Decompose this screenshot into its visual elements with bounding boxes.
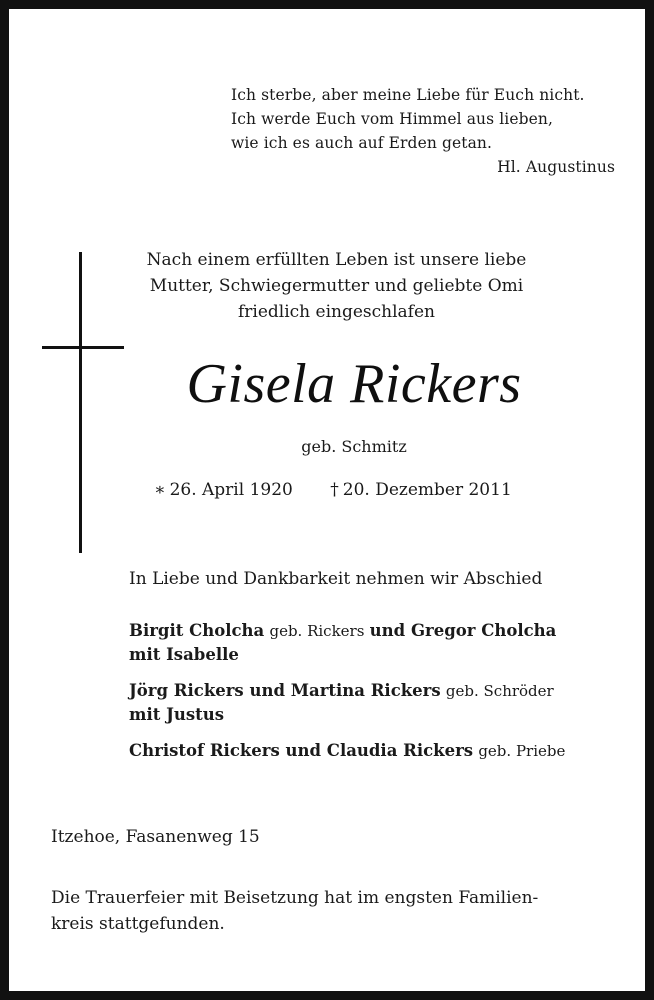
address: Itzehoe, Fasanenweg 15 <box>51 827 260 847</box>
mourner-name: Jörg Rickers und Martina Rickers <box>129 681 441 700</box>
mourner-entry <box>129 739 629 763</box>
mourner-note: geb. Schröder <box>445 682 554 700</box>
mourner-note: geb. Rickers <box>269 622 365 640</box>
cross-icon-vertical-bar <box>79 252 82 553</box>
quote-line: Ich sterbe, aber meine Liebe für Euch nicht. <box>231 86 585 104</box>
mourner-line: mit Justus <box>129 705 225 724</box>
intro-line: Nach einem erfüllten Leben ist unsere liebe <box>146 250 527 270</box>
mourner-line: mit Isabelle <box>129 645 239 664</box>
quote-author: Hl. Augustinus <box>497 158 615 176</box>
mourner-note: geb. Priebe <box>478 742 566 760</box>
death-date: 20. Dezember 2011 <box>342 480 512 500</box>
quote-line: Ich werde Euch vom Himmel aus lieben, <box>231 110 554 128</box>
intro-line: Mutter, Schwiegermutter und geliebte Omi <box>149 276 524 296</box>
quote-block <box>231 83 621 179</box>
farewell-text: In Liebe und Dankbarkeit nehmen wir Abschied <box>129 569 543 589</box>
intro-text <box>104 247 569 325</box>
service-line: Die Trauerfeier mit Beisetzung hat im engsten Familien- <box>51 888 539 908</box>
mourners-list <box>129 619 629 775</box>
mourner-entry <box>129 679 629 727</box>
quote-line: wie ich es auch auf Erden getan. <box>231 134 493 152</box>
birth-date: 26. April 1920 <box>169 480 293 500</box>
life-dates <box>154 477 574 503</box>
mourner-entry <box>129 619 629 667</box>
service-line: kreis stattgefunden. <box>51 914 225 934</box>
mourner-name: und Gregor Cholcha <box>369 621 557 640</box>
intro-line: friedlich eingeschlafen <box>237 302 435 322</box>
mourner-name: Birgit Cholcha <box>129 621 265 640</box>
maiden-name: geb. Schmitz <box>301 437 407 456</box>
mourner-name: Christof Rickers und Claudia Rickers <box>129 741 474 760</box>
service-notice <box>51 885 631 937</box>
death-dagger-icon: † <box>330 480 339 500</box>
deceased-name: Gisela Rickers <box>186 353 522 415</box>
birth-star-icon: ∗ <box>154 480 166 500</box>
